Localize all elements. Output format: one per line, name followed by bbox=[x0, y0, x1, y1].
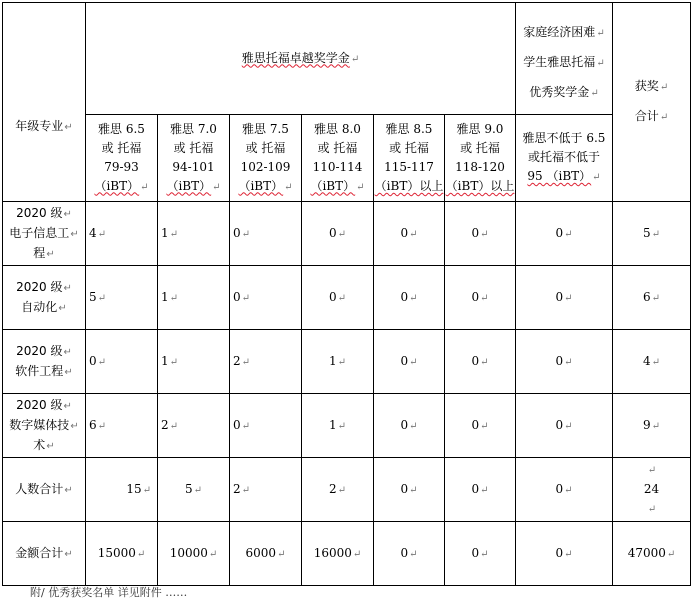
cell-value: 15 bbox=[126, 481, 142, 496]
col-5-line-1: 雅思 8.5 bbox=[385, 122, 433, 136]
col-header-7 bbox=[516, 115, 613, 202]
cell-value: 0 bbox=[328, 289, 337, 304]
cell-value: 2 bbox=[233, 481, 241, 496]
table-cell bbox=[158, 330, 230, 394]
table-cell bbox=[230, 522, 302, 586]
table-cell bbox=[445, 202, 516, 266]
col-1-line-4: （iBT） bbox=[94, 178, 140, 193]
row-label-line: 2020 级 bbox=[16, 279, 63, 294]
cell-value: 2 bbox=[233, 353, 241, 368]
col-header-5 bbox=[374, 115, 445, 202]
table-row bbox=[3, 266, 691, 330]
col-2-line-3: 94-101 bbox=[172, 159, 215, 174]
table-cell bbox=[302, 266, 374, 330]
cell-value: 0 bbox=[471, 481, 480, 496]
table-cell bbox=[516, 394, 613, 458]
cell-value: 6 bbox=[89, 417, 97, 432]
table-cell bbox=[230, 202, 302, 266]
scholarship-table bbox=[2, 2, 691, 586]
table-cell bbox=[230, 394, 302, 458]
row-label bbox=[3, 394, 86, 458]
table-row bbox=[3, 330, 691, 394]
col-6-line-1: 雅思 9.0 bbox=[456, 122, 504, 136]
col-header-4 bbox=[302, 115, 374, 202]
cell-value: 0 bbox=[233, 225, 241, 240]
row-header-cell bbox=[3, 3, 86, 202]
hardship-line-1: 家庭经济困难 bbox=[523, 25, 596, 39]
table-cell bbox=[158, 394, 230, 458]
table-cell bbox=[374, 458, 445, 522]
cell-value: 0 bbox=[400, 545, 409, 560]
total-header-cell bbox=[613, 3, 691, 202]
col-2-line-1: 雅思 7.0 bbox=[170, 121, 217, 136]
table-cell bbox=[86, 202, 158, 266]
row-label bbox=[3, 266, 86, 330]
hardship-line-2: 学生雅思托福 bbox=[523, 55, 596, 69]
cell-value: 9 bbox=[642, 417, 651, 432]
table-cell bbox=[374, 522, 445, 586]
cell-value: 5 bbox=[642, 225, 651, 240]
cell-value: 0 bbox=[555, 225, 564, 240]
cell-value: 15000 bbox=[97, 545, 136, 560]
table-cell bbox=[86, 522, 158, 586]
col-header-2 bbox=[158, 115, 230, 202]
cell-value: 4 bbox=[642, 353, 651, 368]
row-label-line: 2020 级 bbox=[16, 205, 63, 220]
cell-value: 2 bbox=[161, 417, 169, 432]
row-header-text: 年级专业 bbox=[15, 119, 64, 133]
col-4-line-2: 或 托福 bbox=[317, 140, 358, 155]
table-cell bbox=[86, 394, 158, 458]
cell-value: 1 bbox=[328, 417, 337, 432]
cell-value: 0 bbox=[471, 289, 480, 304]
col-7-line-1: 雅思不低于 6.5 bbox=[522, 131, 606, 145]
row-label-line: 电子信息工 bbox=[9, 225, 70, 240]
footer-note: 附/ 优秀获奖名单 详见附件 …… bbox=[30, 586, 188, 599]
group-header-excellence-text: 雅思托福卓越奖学金 bbox=[241, 50, 350, 65]
table-cell bbox=[445, 394, 516, 458]
table-cell bbox=[613, 522, 691, 586]
cell-value: 0 bbox=[555, 481, 564, 496]
cell-value: 0 bbox=[400, 353, 409, 368]
cell-value: 0 bbox=[555, 289, 564, 304]
col-header-1 bbox=[86, 115, 158, 202]
table-cell bbox=[516, 330, 613, 394]
cell-value: 0 bbox=[471, 353, 480, 368]
table-cell bbox=[86, 330, 158, 394]
cell-value: 0 bbox=[89, 353, 97, 368]
cell-value: 1 bbox=[161, 225, 169, 240]
cell-value: 10000 bbox=[169, 545, 208, 560]
row-label bbox=[3, 330, 86, 394]
col-header-6 bbox=[445, 115, 516, 202]
table-cell bbox=[302, 522, 374, 586]
col-3-line-3: 102-109 bbox=[240, 159, 291, 174]
table-cell bbox=[445, 330, 516, 394]
col-2-line-4: （iBT） bbox=[166, 178, 212, 193]
cell-value: 24 bbox=[643, 482, 660, 496]
col-6-line-2: 或 托福 bbox=[460, 141, 500, 155]
cell-value: 0 bbox=[233, 417, 241, 432]
cell-value: 1 bbox=[161, 289, 169, 304]
col-1-line-3: 79-93 bbox=[104, 159, 139, 174]
col-1-line-1: 雅思 6.5 bbox=[98, 121, 145, 136]
cell-value: 16000 bbox=[313, 545, 352, 560]
cell-value: 0 bbox=[555, 353, 564, 368]
row-label-line: 2020 级 bbox=[16, 343, 63, 358]
group-header-excellence bbox=[86, 3, 516, 115]
table-cell bbox=[445, 266, 516, 330]
cell-value: 5 bbox=[184, 481, 193, 496]
hardship-line-3: 优秀奖学金 bbox=[529, 85, 590, 99]
col-5-line-3: 115-117 bbox=[384, 160, 434, 174]
col-2-line-2: 或 托福 bbox=[173, 140, 214, 155]
cell-value: 47000 bbox=[627, 545, 666, 560]
table-cell bbox=[230, 330, 302, 394]
table-cell bbox=[516, 458, 613, 522]
table-cell bbox=[613, 266, 691, 330]
col-header-3 bbox=[230, 115, 302, 202]
row-label-line: 金额合计 bbox=[15, 545, 64, 560]
table-cell bbox=[86, 458, 158, 522]
table-cell bbox=[445, 458, 516, 522]
cell-value: 4 bbox=[89, 225, 97, 240]
col-3-line-2: 或 托福 bbox=[245, 140, 286, 155]
row-label-line: 术 bbox=[33, 437, 46, 452]
table-cell bbox=[374, 394, 445, 458]
cell-value: 0 bbox=[471, 417, 480, 432]
cell-value: 0 bbox=[400, 481, 409, 496]
col-5-line-2: 或 托福 bbox=[389, 141, 429, 155]
table-cell bbox=[158, 522, 230, 586]
col-6-line-4: （iBT）以上 bbox=[445, 179, 515, 193]
table-cell bbox=[613, 202, 691, 266]
cell-value: 0 bbox=[471, 545, 480, 560]
row-label-line: 程 bbox=[33, 245, 46, 260]
col-4-line-1: 雅思 8.0 bbox=[314, 121, 361, 136]
col-4-line-3: 110-114 bbox=[312, 159, 363, 174]
total-header-line-2: 合计 bbox=[634, 109, 659, 123]
row-label-line: 数字媒体技 bbox=[9, 417, 70, 432]
table-cell bbox=[230, 458, 302, 522]
table-cell bbox=[516, 266, 613, 330]
cell-value: 0 bbox=[555, 545, 564, 560]
table-row bbox=[3, 458, 691, 522]
cell-value: 0 bbox=[400, 289, 409, 304]
cell-value: 1 bbox=[161, 353, 169, 368]
col-1-line-2: 或 托福 bbox=[101, 140, 142, 155]
table-cell bbox=[302, 394, 374, 458]
col-6-line-3: 118-120 bbox=[455, 160, 505, 174]
table-cell bbox=[158, 266, 230, 330]
cell-value: 6000 bbox=[245, 545, 277, 560]
table-cell bbox=[302, 458, 374, 522]
cell-value: 0 bbox=[471, 225, 480, 240]
table-cell bbox=[302, 330, 374, 394]
cell-value: 6 bbox=[642, 289, 651, 304]
table-row bbox=[3, 202, 691, 266]
col-3-line-4: （iBT） bbox=[238, 178, 284, 193]
cell-value: 0 bbox=[233, 289, 241, 304]
row-label bbox=[3, 458, 86, 522]
col-4-line-4: （iBT） bbox=[310, 178, 356, 193]
row-label-line: 人数合计 bbox=[15, 481, 64, 496]
table-cell bbox=[158, 202, 230, 266]
table-cell bbox=[158, 458, 230, 522]
table-cell bbox=[613, 394, 691, 458]
group-header-hardship bbox=[516, 3, 613, 115]
cell-value: 0 bbox=[555, 417, 564, 432]
cell-value: 2 bbox=[328, 481, 337, 496]
cell-value: 0 bbox=[400, 225, 409, 240]
row-label-line: 2020 级 bbox=[16, 397, 63, 412]
cell-value: 0 bbox=[400, 417, 409, 432]
col-7-line-3: 95 （iBT） bbox=[527, 169, 592, 183]
table-row bbox=[3, 522, 691, 586]
col-5-line-4: （iBT）以上 bbox=[374, 179, 444, 193]
table-cell bbox=[374, 266, 445, 330]
row-label-line: 自动化 bbox=[21, 299, 58, 314]
table-cell bbox=[516, 522, 613, 586]
table-cell bbox=[86, 266, 158, 330]
cell-value: 0 bbox=[328, 225, 337, 240]
row-label-line: 软件工程 bbox=[15, 363, 64, 378]
total-header-line-1: 获奖 bbox=[634, 79, 659, 93]
table-cell bbox=[230, 266, 302, 330]
cell-value: 1 bbox=[328, 353, 337, 368]
col-7-line-2: 或托福不低于 bbox=[527, 150, 600, 164]
table-cell bbox=[374, 202, 445, 266]
table-cell bbox=[374, 330, 445, 394]
cell-value: 5 bbox=[89, 289, 97, 304]
table-cell bbox=[613, 458, 691, 522]
table-cell bbox=[302, 202, 374, 266]
row-label bbox=[3, 202, 86, 266]
col-3-line-1: 雅思 7.5 bbox=[242, 121, 289, 136]
table-cell bbox=[445, 522, 516, 586]
table-cell bbox=[516, 202, 613, 266]
table-cell bbox=[613, 330, 691, 394]
table-row bbox=[3, 394, 691, 458]
row-label bbox=[3, 522, 86, 586]
